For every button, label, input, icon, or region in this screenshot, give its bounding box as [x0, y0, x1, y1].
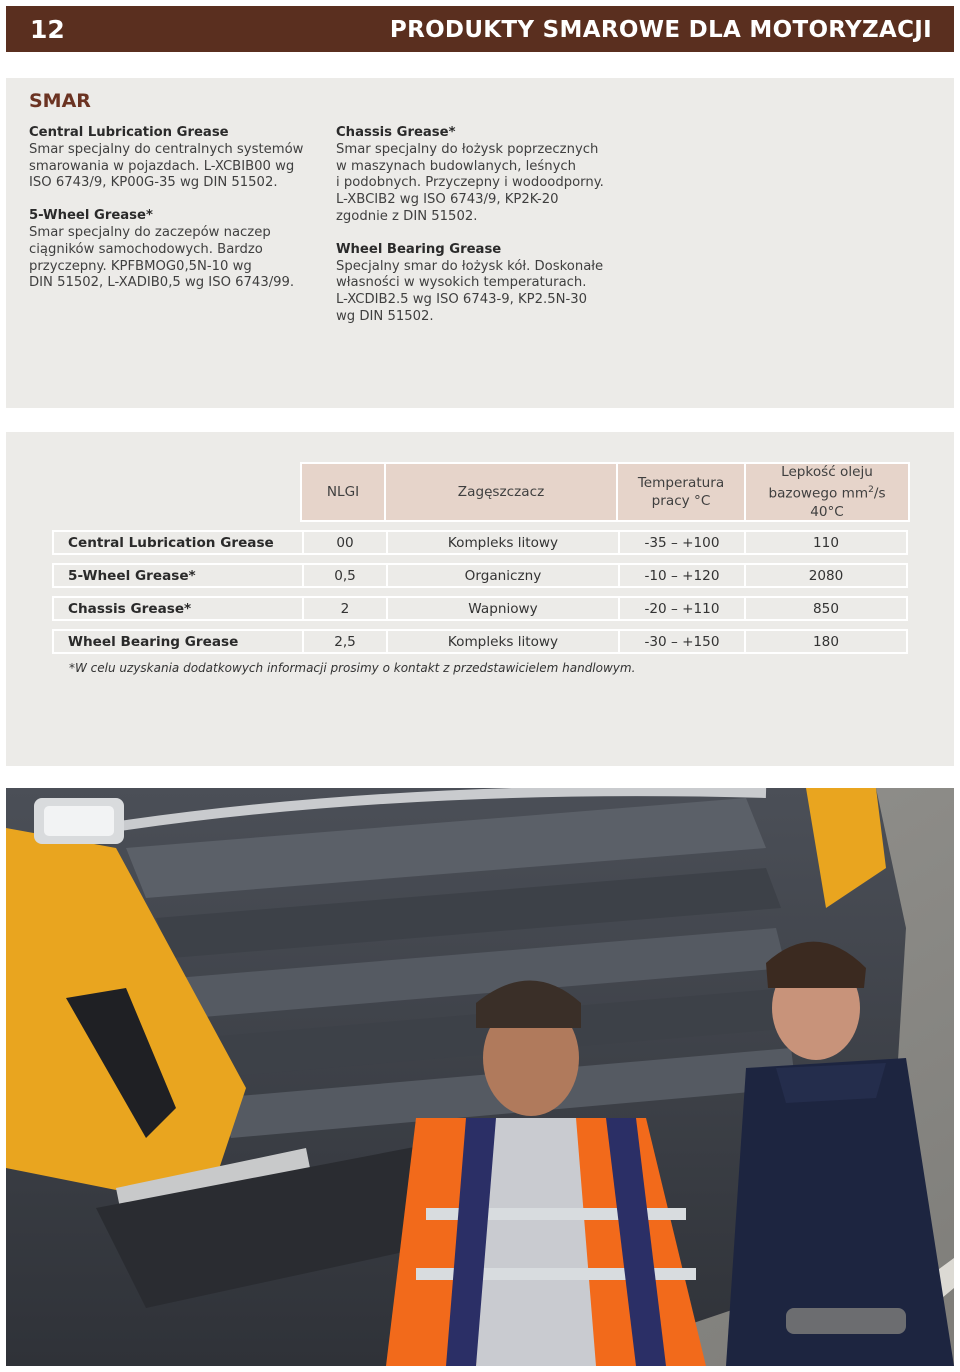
cell-product-name: Wheel Bearing Grease	[54, 631, 304, 652]
cell-nlgi: 00	[304, 532, 388, 553]
header-nlgi	[300, 462, 386, 522]
product-entry-line: ciągników samochodowych. Bardzo	[29, 241, 263, 257]
page-number: 12	[30, 15, 65, 44]
product-entry-line: własności w wysokich temperaturach.	[336, 275, 587, 291]
table-row	[52, 530, 908, 555]
product-entry-line: Smar specjalny do łożysk poprzecznych	[336, 141, 599, 157]
truck-photo	[6, 788, 954, 1366]
product-entry-title: Chassis Grease*	[336, 125, 456, 140]
product-table	[6, 432, 954, 766]
product-entry-title: Central Lubrication Grease	[29, 125, 229, 140]
table-row	[52, 596, 908, 621]
cell-product-name: Chassis Grease*	[54, 598, 304, 619]
page-header	[6, 6, 954, 52]
product-entry	[29, 125, 329, 192]
product-entry	[336, 242, 636, 326]
cell-nlgi: 2,5	[304, 631, 388, 652]
page-title: PRODUKTY SMAROWE DLA MOTORYZACJI	[389, 17, 932, 43]
product-entry-line: ISO 6743/9, KP00G-35 wg DIN 51502.	[29, 175, 278, 191]
product-entry-title: 5-Wheel Grease*	[29, 208, 153, 224]
cell-viscosity: 180	[813, 633, 839, 650]
right-column	[336, 125, 636, 342]
cell-product-name: 5-Wheel Grease*	[54, 565, 304, 586]
cell-nlgi: 2	[304, 598, 388, 619]
table-row	[52, 629, 908, 654]
header-thickener	[384, 462, 618, 522]
header-temperature-line: Temperatura	[637, 475, 725, 491]
product-entry-line: Smar specjalny do centralnych systemów	[29, 141, 304, 157]
product-entry-line: w maszynach budowlanych, leśnych	[336, 158, 577, 174]
header-viscosity	[744, 462, 910, 522]
product-entry-line: DIN 51502, L-XADIB0,5 wg ISO 6743/99.	[29, 275, 295, 291]
header-thickener-label: Zagęszczacz	[457, 484, 545, 500]
table-row	[52, 563, 908, 588]
cell-viscosity: 850	[813, 600, 839, 617]
cell-product-name: Central Lubrication Grease	[54, 532, 304, 553]
cell-thickener: Kompleks litowy	[388, 532, 620, 553]
section-title: SMAR	[29, 90, 91, 112]
cell-thickener: Kompleks litowy	[388, 631, 620, 652]
product-entry-line: L-XCDIB2.5 wg ISO 6743-9, KP2.5N-30	[336, 292, 588, 308]
cell-viscosity: 110	[813, 534, 839, 551]
header-nlgi-label: NLGI	[326, 484, 360, 500]
product-description-box	[6, 78, 954, 408]
cell-viscosity: 2080	[808, 567, 844, 584]
header-viscosity-line: bazowego $mm^2/s$	[768, 485, 886, 502]
product-entry-line: wg DIN 51502.	[336, 308, 434, 324]
cell-temperature: -20 – +110	[620, 598, 746, 619]
product-entry-line: Specjalny smar do łożysk kół. Doskonałe	[336, 258, 604, 274]
cell-thickener: Wapniowy	[388, 598, 620, 619]
product-entry-line: smarowania w pojazdach. L-XCBIB00 wg	[29, 158, 295, 174]
header-temperature	[616, 462, 746, 522]
product-entry-line: Smar specjalny do zaczepów naczep	[29, 224, 271, 240]
cell-temperature: -35 – +100	[620, 532, 746, 553]
cell-temperature: -30 – +150	[620, 631, 746, 652]
header-viscosity-line: 40°C	[810, 503, 844, 520]
product-entry	[29, 208, 329, 292]
cell-temperature: -10 – +120	[620, 565, 746, 586]
header-temperature-line: pracy °C	[651, 493, 711, 509]
cell-thickener: Organiczny	[388, 565, 620, 586]
header-viscosity-line: Lepkość oleju	[781, 464, 873, 481]
cell-nlgi: 0,5	[304, 565, 388, 586]
left-column	[29, 125, 329, 308]
product-entry-title: Wheel Bearing Grease	[336, 241, 502, 257]
product-entry-line: L-XBCIB2 wg ISO 6743/9, KP2K-20	[336, 192, 559, 208]
product-entry-line: zgodnie z DIN 51502.	[336, 208, 478, 224]
product-entry-line: przyczepny. KPFBMOG0,5N-10 wg	[29, 258, 252, 274]
product-entry-line: i podobnych. Przyczepny i wodoodporny.	[336, 175, 604, 191]
table-footnote: *W celu uzyskania dodatkowych informacji prosimy o kontakt z przedstawicielem handlowym.	[69, 661, 636, 675]
product-entry	[336, 125, 636, 226]
truck-photo-icon	[6, 788, 954, 1366]
